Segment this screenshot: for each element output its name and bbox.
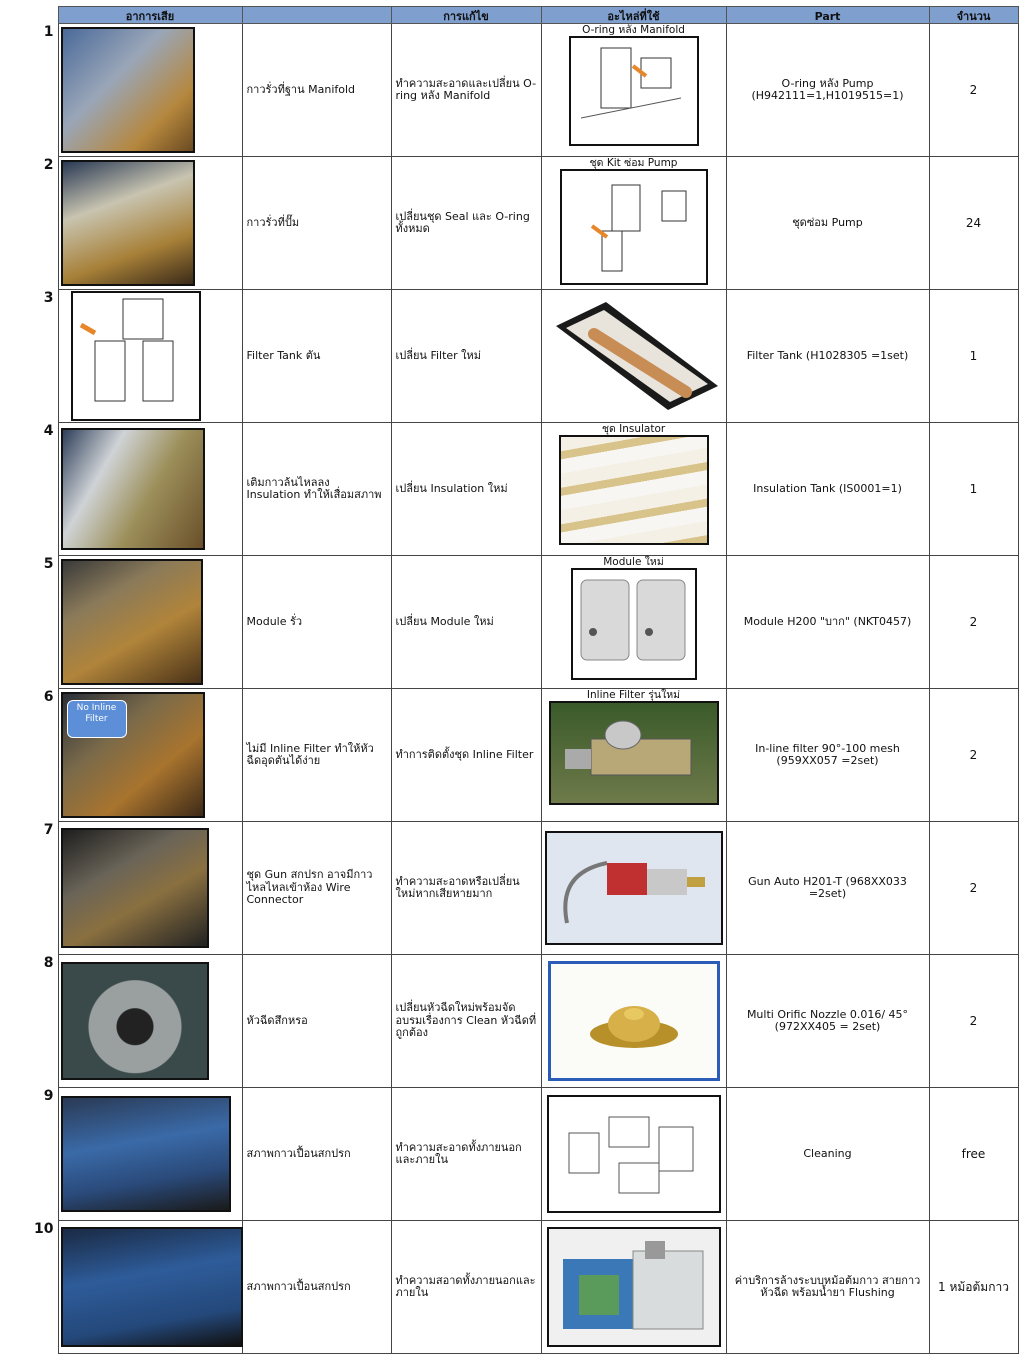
table-row (10, 290, 1018, 423)
table-row (10, 1088, 1018, 1221)
spare-cell (541, 24, 726, 157)
module-leak-photo (61, 559, 203, 685)
spare-cell (541, 1088, 726, 1221)
row-number: 9 (10, 1088, 58, 1221)
row-number: 6 (10, 689, 58, 822)
fix-text: ทำความสะอาดทั้งภายนอกและภายใน (391, 1088, 541, 1221)
symptom-text: สภาพกาวเปื้อนสกปรก (242, 1221, 391, 1354)
symptom-photo-cell (58, 689, 242, 822)
fix-text: ทำความสะอาดหรือเปลี่ยนใหม่หากเสียหายมาก (391, 822, 541, 955)
filter-tank-drawing (73, 293, 199, 419)
symptom-photo-cell (58, 955, 242, 1088)
glue-gun-drawing (547, 833, 721, 943)
fix-text: เปลี่ยนชุด Seal และ O-ring ทั้งหมด (391, 157, 541, 290)
qty-text: free (929, 1088, 1018, 1221)
qty-text: 2 (929, 556, 1018, 689)
qty-text: 24 (929, 157, 1018, 290)
nozzle-image (548, 961, 720, 1081)
spare-cell (541, 689, 726, 822)
dirty-gun-photo (61, 828, 209, 948)
filter-tank-diagram (71, 291, 201, 421)
spare-cell (541, 556, 726, 689)
repair-table (10, 6, 1019, 1354)
fix-text: เปลี่ยน Module ใหม่ (391, 556, 541, 689)
pump-kit-diagram-image (560, 169, 708, 285)
worn-nozzle-photo (61, 962, 209, 1080)
symptom-text: ไม่มี Inline Filter ทำให้หัวฉีดอุดตันได้ง่าย (242, 689, 391, 822)
symptom-text: สภาพกาวเปื้อนสกปรก (242, 1088, 391, 1221)
symptom-photo-cell (58, 822, 242, 955)
spare-cell (541, 1221, 726, 1354)
col-fix-header: การแก้ไข (391, 7, 541, 24)
pump-parts-drawing (562, 171, 706, 283)
index-header (10, 7, 58, 24)
new-module-image (571, 568, 697, 680)
symptom-text: หัวฉีดสึกหรอ (242, 955, 391, 1088)
qty-text: 1 หม้อต้มกาว (929, 1221, 1018, 1354)
symptom-text: กาวรั่วที่ฐาน Manifold (242, 24, 391, 157)
qty-text: 1 (929, 423, 1018, 556)
spare-caption: ชุด Insulator (601, 423, 666, 435)
table-row (10, 689, 1018, 822)
qty-text: 2 (929, 689, 1018, 822)
no-inline-filter-photo (61, 692, 205, 818)
part-text: O-ring หลัง Pump (H942111=1,H1019515=1) (726, 24, 929, 157)
melter-cutaway-image (547, 1227, 721, 1347)
spare-caption: Module ใหม่ (603, 556, 664, 568)
symptom-photo-cell (58, 290, 242, 423)
table-row (10, 556, 1018, 689)
spare-caption: O-ring หลัง Manifold (582, 24, 685, 36)
row-number: 10 (10, 1221, 58, 1354)
qty-text: 2 (929, 955, 1018, 1088)
col-symptom-header: อาการเสีย (58, 7, 242, 24)
symptom-photo-cell (58, 24, 242, 157)
manifold-leak-photo (61, 27, 195, 153)
pump-leak-photo (61, 160, 195, 286)
symptom-text: ชุด Gun สกปรก อาจมีกาวไหลไหลเข้าห้อง Wire Connector (242, 822, 391, 955)
part-text: In-line filter 90°-100 mesh (959XX057 =2set) (726, 689, 929, 822)
panel-parts-drawing (549, 1097, 719, 1211)
qty-text: 2 (929, 822, 1018, 955)
part-text: Cleaning (726, 1088, 929, 1221)
col-spare-header: อะไหล่ที่ใช้ (541, 7, 726, 24)
spare-cell (541, 290, 726, 423)
fix-text: ทำความสะอาดและเปลี่ยน O-ring หลัง Manifold (391, 24, 541, 157)
inline-filter-drawing (551, 703, 717, 803)
spare-caption: Inline Filter รุ่นใหม่ (586, 689, 681, 701)
table-row (10, 955, 1018, 1088)
fix-text: เปลี่ยนหัวฉีดใหม่พร้อมจัดอบรมเรื่องการ Clean หัวฉีดที่ถูกต้อง (391, 955, 541, 1088)
part-text: Multi Orific Nozzle 0.016/ 45° (972XX405 = 2set) (726, 955, 929, 1088)
gun-auto-image (545, 831, 723, 945)
spare-cell (541, 157, 726, 290)
symptom-photo-cell (58, 556, 242, 689)
col-part-header: Part (726, 7, 929, 24)
inline-filter-image (549, 701, 719, 805)
symptom-photo-cell (58, 157, 242, 290)
row-number: 1 (10, 24, 58, 157)
melter-drawing (549, 1229, 719, 1345)
header-row (10, 7, 1018, 24)
symptom-text: กาวรั่วที่ปั๊ม (242, 157, 391, 290)
part-text: Gun Auto H201-T (968XX033 =2set) (726, 822, 929, 955)
symptom-text: Filter Tank ตัน (242, 290, 391, 423)
callout-bubble: No Inline Filter (67, 700, 127, 738)
part-text: Filter Tank (H1028305 =1set) (726, 290, 929, 423)
dirty-unit-photo (61, 1096, 231, 1212)
row-number: 5 (10, 556, 58, 689)
spare-cell (541, 822, 726, 955)
symptom-text: เติมกาวล้นไหลลง Insulation ทำให้เสื่อมสภาพ (242, 423, 391, 556)
qty-text: 1 (929, 290, 1018, 423)
table-row (10, 822, 1018, 955)
row-number: 7 (10, 822, 58, 955)
part-text: ค่าบริการล้างระบบหม้อต้มกาว สายกาว หัวฉีด พร้อมน้ำยา Flushing (726, 1221, 929, 1354)
part-text: Module H200 "บาก" (NKT0457) (726, 556, 929, 689)
table-row (10, 1221, 1018, 1354)
qty-text: 2 (929, 24, 1018, 157)
spare-cell (541, 955, 726, 1088)
symptom-photo-cell (58, 423, 242, 556)
row-number: 8 (10, 955, 58, 1088)
row-number: 3 (10, 290, 58, 423)
symptom-photo-cell (58, 1088, 242, 1221)
table-row (10, 157, 1018, 290)
symptom-text: Module รั่ว (242, 556, 391, 689)
table-row (10, 423, 1018, 556)
oring-diagram-image (569, 36, 699, 146)
fix-text: เปลี่ยน Filter ใหม่ (391, 290, 541, 423)
table-row (10, 24, 1018, 157)
insulator-image (559, 435, 709, 545)
col-symptom-sub-header (242, 7, 391, 24)
spare-caption: ชุด Kit ซ่อม Pump (589, 157, 678, 169)
part-text: Insulation Tank (IS0001=1) (726, 423, 929, 556)
part-text: ชุดซ่อม Pump (726, 157, 929, 290)
exploded-diagram-drawing (571, 38, 697, 144)
col-qty-header: จำนวน (929, 7, 1018, 24)
fix-text: ทำความสอาดทั้งภายนอกและภายใน (391, 1221, 541, 1354)
row-number: 4 (10, 423, 58, 556)
module-pair-drawing (573, 570, 695, 678)
filter-cartridge-image (548, 296, 720, 412)
insulation-damage-photo (61, 428, 205, 550)
fix-text: ทำการติดตั้งชุด Inline Filter (391, 689, 541, 822)
row-number: 2 (10, 157, 58, 290)
dirty-melter-photo (61, 1227, 243, 1347)
spare-cell (541, 423, 726, 556)
symptom-photo-cell (58, 1221, 242, 1354)
brass-nozzle-drawing (551, 964, 717, 1078)
exterior-panels-diagram (547, 1095, 721, 1213)
fix-text: เปลี่ยน Insulation ใหม่ (391, 423, 541, 556)
